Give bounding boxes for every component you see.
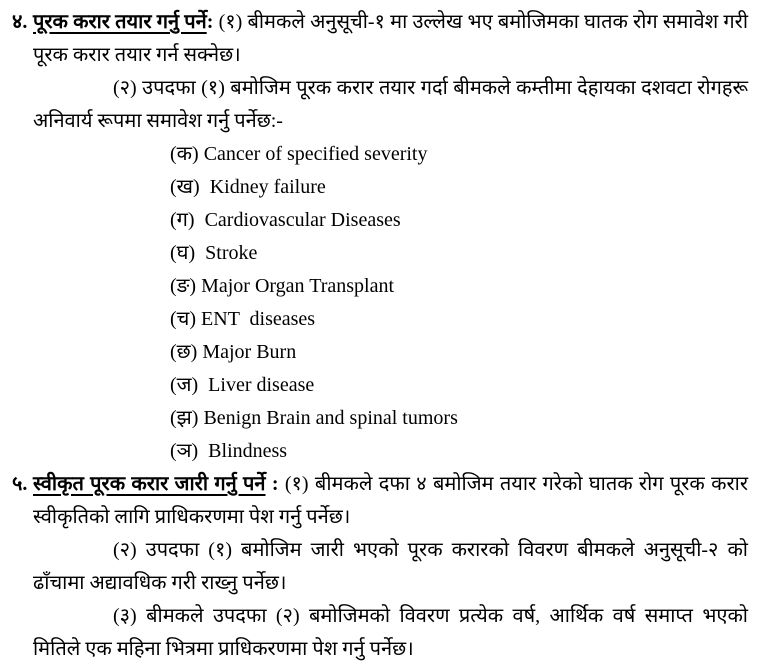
disease-item (170, 270, 748, 303)
section-4-number: ४. (12, 11, 28, 33)
disease-list (170, 138, 748, 468)
disease-item (170, 303, 748, 336)
disease-marker: (च) (170, 308, 197, 330)
section-4-heading: पूरक करार तयार गर्नु पर्ने (33, 11, 207, 33)
section-5 (12, 468, 748, 662)
disease-marker: (ग) (170, 209, 195, 231)
disease-name: Blindness (198, 440, 288, 462)
section-5-lead-paragraph (12, 468, 749, 534)
disease-name: Cancer of specified severity (198, 143, 428, 165)
section-4-clause-2 (33, 72, 748, 138)
disease-item (170, 237, 748, 270)
section-5-clause-1: (१) बीमकले दफा ४ बमोजिम तयार गरेको घातक रोग पूरक करार स्वीकृतिको लागि प्राधिकरणमा पेश गर्नु पर्नेछ। (33, 473, 749, 528)
disease-marker: (क) (170, 143, 199, 165)
section-4-clause-1: (१) बीमकले अनुसूची-१ मा उल्लेख भए बमोजिमका घातक रोग समावेश गरी पूरक करार तयार गर्न सक्नेछ। (33, 11, 749, 66)
disease-name: Cardiovascular Diseases (194, 209, 401, 231)
section-5-clause-2-text: (२) उपदफा (१) बमोजिम जारी भएको पूरक करारको विवरण बीमकले अनुसूची-२ को ढाँचामा अद्यावधिक गरी राख्नु पर्नेछ। (33, 539, 748, 594)
disease-name: Stroke (195, 242, 258, 264)
disease-marker: (ङ) (170, 275, 197, 297)
section-4-lead-paragraph (12, 6, 749, 72)
disease-marker: (छ) (170, 341, 198, 363)
section-5-number: ५. (12, 473, 28, 495)
disease-name: Major Organ Transplant (196, 275, 395, 297)
section-5-clause-2 (33, 534, 748, 600)
disease-name: Kidney failure (199, 176, 326, 198)
disease-item (170, 369, 748, 402)
disease-marker: (ज) (170, 374, 199, 396)
disease-name: Liver disease (198, 374, 315, 396)
section-5-heading-colon: : (265, 473, 279, 495)
disease-marker: (ञ) (170, 440, 199, 462)
disease-marker: (झ) (170, 407, 199, 429)
disease-item (170, 402, 748, 435)
disease-item (170, 435, 748, 468)
section-4-heading-colon: : (206, 11, 214, 33)
disease-name: Benign Brain and spinal tumors (198, 407, 458, 429)
disease-marker: (ख) (170, 176, 200, 198)
section-5-clause-3 (33, 600, 748, 662)
section-5-clause-3-text: (३) बीमकले उपदफा (२) बमोजिमको विवरण प्रत्येक वर्ष, आर्थिक वर्ष समाप्त भएको मितिले एक महिना भित्रमा प्राधिकरणमा पेश गर्नु पर्नेछ। (33, 605, 748, 660)
disease-item (170, 138, 748, 171)
disease-item (170, 204, 748, 237)
section-4-clause-2-text: (२) उपदफा (१) बमोजिम पूरक करार तयार गर्दा बीमकले कम्तीमा देहायका दशवटा रोगहरू अनिवार्य रूपमा समावेश गर्नु पर्नेछ:- (33, 77, 748, 132)
disease-name: Major Burn (197, 341, 297, 363)
disease-item (170, 336, 748, 369)
disease-name: ENT diseases (196, 308, 316, 330)
section-5-heading: स्वीकृत पूरक करार जारी गर्नु पर्ने (33, 473, 266, 495)
section-4 (12, 6, 748, 468)
disease-marker: (घ) (170, 242, 196, 264)
disease-item (170, 171, 748, 204)
